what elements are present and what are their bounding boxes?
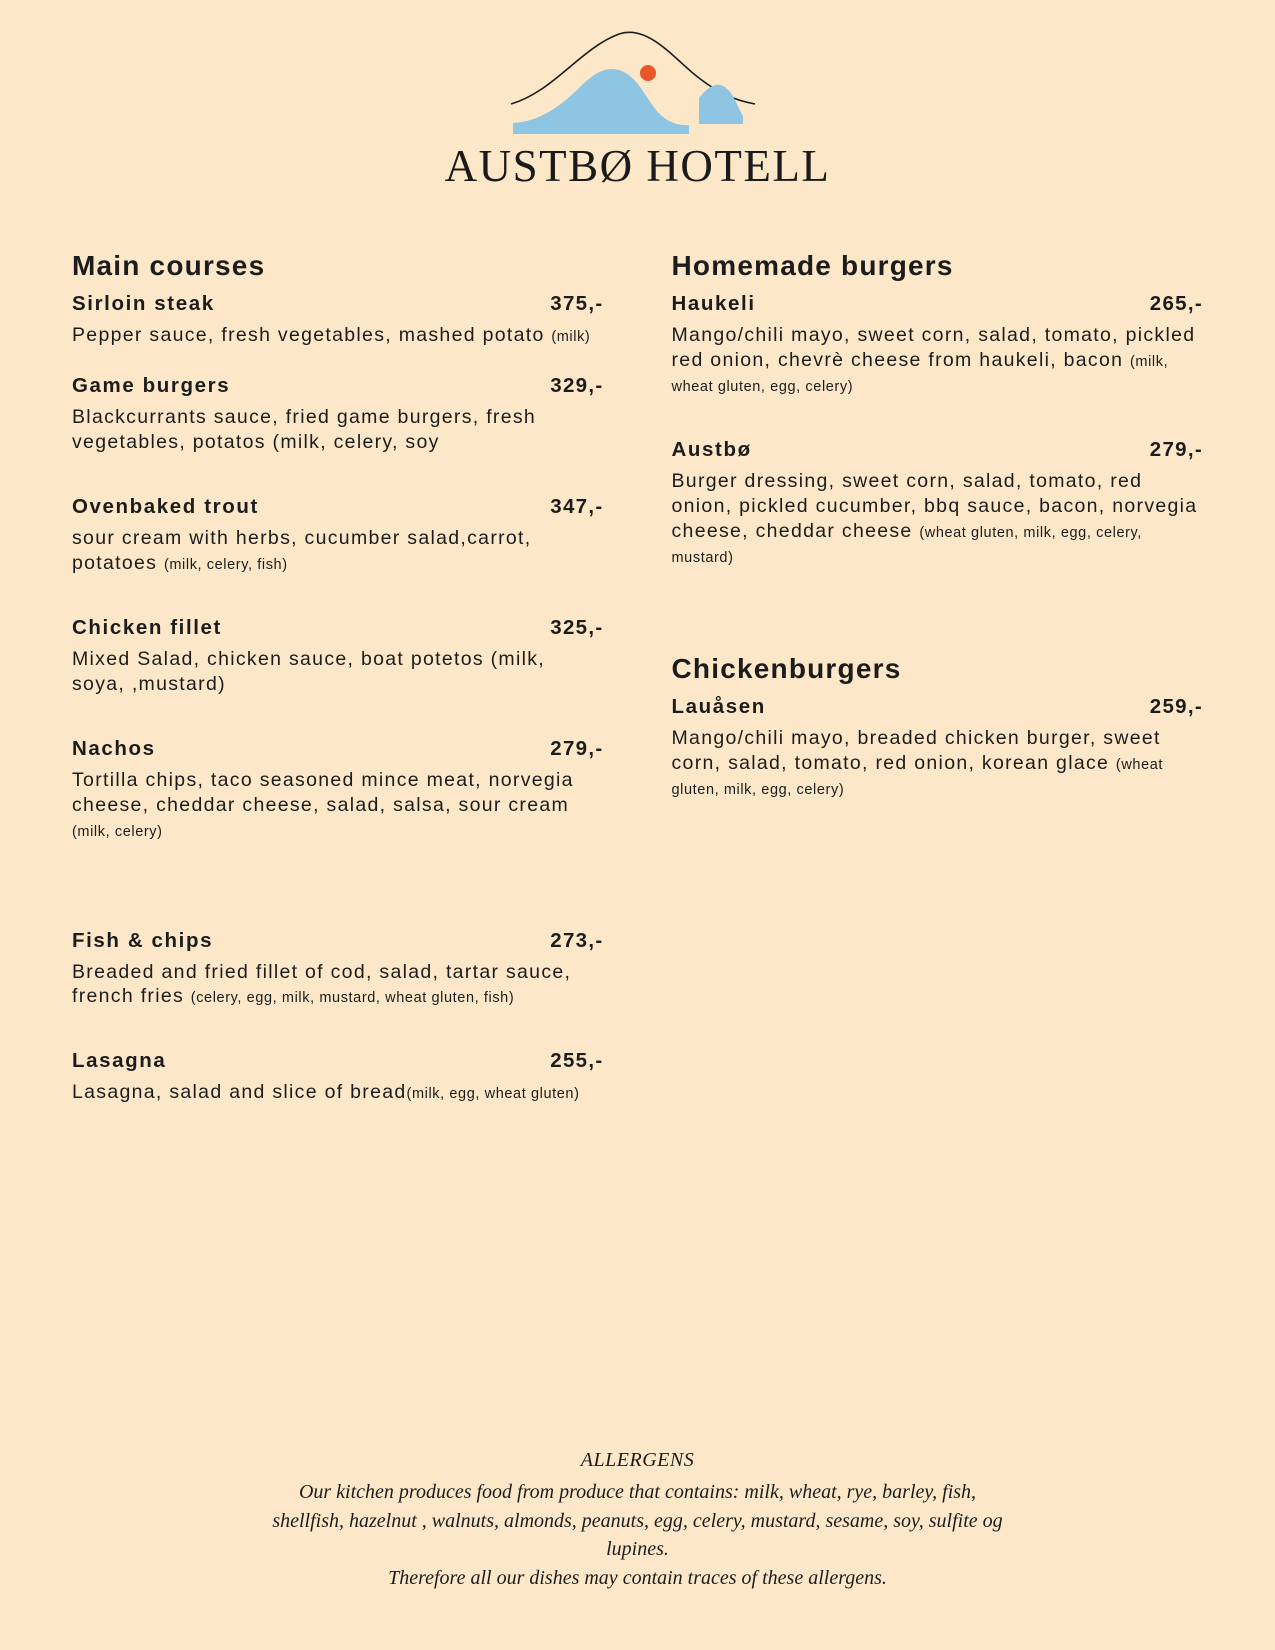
menu-item-head	[72, 737, 604, 761]
menu-item	[672, 292, 1204, 398]
menu-header	[0, 0, 1275, 192]
allergens-line-2: shellfish, hazelnut , walnuts, almonds, peanuts, egg, celery, mustard, sesame, soy, sulfite og	[272, 1509, 1003, 1532]
menu-item-price: 279,-	[550, 736, 604, 760]
menu-item-head	[672, 695, 1204, 719]
section-title-homemade-burgers: Homemade burgers	[671, 250, 954, 281]
menu-item-description	[72, 526, 604, 576]
allergens-line-3: lupines.	[606, 1538, 669, 1561]
menu-item-desc-text: Mango/chili mayo, breaded chicken burger, sweet corn, salad, tomato, red onion, korean glace	[671, 726, 1161, 774]
menu-item-description	[72, 768, 604, 843]
menu-item-allergens: (milk)	[551, 329, 591, 345]
column-burgers	[672, 250, 1204, 1131]
column-main-courses	[72, 250, 604, 1131]
menu-item-price: 325,-	[550, 615, 604, 639]
menu-item-price: 273,-	[550, 928, 604, 952]
section-title-chickenburgers: Chickenburgers	[671, 652, 902, 684]
menu-item-desc-text: Breaded and fried fillet of cod, salad, tartar sauce, french fries	[72, 960, 572, 1008]
menu-item-price: 255,-	[550, 1049, 604, 1073]
menu-item-name: Game burgers	[72, 373, 231, 397]
menu-item-head	[672, 438, 1204, 462]
menu-item-description	[72, 323, 604, 348]
menu-item-allergens: (milk, celery, fish)	[163, 556, 288, 573]
menu-item-description	[72, 960, 604, 1010]
menu-item-price: 347,-	[550, 494, 604, 518]
menu-item-name: Austbø	[671, 437, 752, 461]
menu-body	[0, 192, 1275, 1131]
menu-item-name: Lasagna	[72, 1049, 167, 1073]
menu-item-name: Lauåsen	[671, 694, 766, 718]
allergens-footer	[0, 1449, 1275, 1592]
menu-item-description	[672, 323, 1204, 398]
menu-item	[72, 1049, 604, 1105]
menu-item-name: Nachos	[72, 736, 156, 760]
menu-item-desc-text: Lasagna, salad and slice of bread	[72, 1081, 407, 1104]
menu-item-price: 279,-	[1149, 437, 1203, 461]
sun-icon	[640, 65, 656, 81]
menu-item-name: Fish & chips	[72, 928, 214, 952]
allergens-line-1: Our kitchen produces food from produce that contains: milk, wheat, rye, barley, fish,	[298, 1481, 977, 1504]
menu-item-head	[72, 495, 604, 519]
menu-item-description	[72, 647, 604, 697]
menu-item-allergens: (celery, egg, milk, mustard, wheat gluten, fish)	[190, 990, 515, 1007]
menu-item	[72, 292, 604, 348]
menu-item-allergens: (wheat gluten, milk, egg, celery, mustard)	[671, 524, 1142, 566]
menu-item	[72, 495, 604, 576]
menu-item-allergens: (milk, wheat gluten, egg, celery)	[671, 353, 1169, 395]
menu-item	[672, 438, 1204, 569]
menu-item-desc-text: Burger dressing, sweet corn, salad, tomato, red onion, pickled cucumber, bbq sauce, bacon, norvegia cheese, cheddar cheese	[671, 469, 1198, 542]
menu-item-head	[672, 292, 1204, 316]
menu-item-price: 375,-	[550, 292, 604, 315]
menu-item-allergens: (milk, egg, wheat gluten)	[406, 1086, 580, 1103]
allergens-title: ALLERGENS	[580, 1449, 695, 1472]
menu-item-name: Ovenbaked trout	[72, 494, 259, 518]
menu-item-desc-text: Mango/chili mayo, sweet corn, salad, tomato, pickled red onion, chevrè cheese from haukeli, bacon	[671, 324, 1196, 371]
menu-item-head	[72, 1049, 604, 1073]
menu-item-name: Haukeli	[671, 292, 756, 315]
menu-item-desc-text: Mixed Salad, chicken sauce, boat potetos (milk, soya, ,mustard)	[72, 647, 545, 695]
menu-item-desc-text: Blackcurrants sauce, fried game burgers, fresh vegetables, potatos (milk, celery, soy	[72, 405, 537, 453]
mountain-sun-logo	[493, 26, 783, 146]
menu-item-desc-text: Pepper sauce, fresh vegetables, mashed potato	[72, 324, 552, 346]
menu-item-head	[72, 616, 604, 640]
menu-item-name: Chicken fillet	[72, 615, 222, 639]
menu-item-price: 259,-	[1149, 694, 1203, 718]
allergens-line-4: Therefore all our dishes may contain traces of these allergens.	[388, 1566, 887, 1589]
menu-item-description	[672, 469, 1204, 569]
menu-item-desc-text: Tortilla chips, taco seasoned mince meat, norvegia cheese, cheddar cheese, salad, salsa, sour cream	[72, 768, 574, 816]
menu-item-price: 265,-	[1149, 292, 1203, 315]
menu-item-head	[72, 374, 604, 398]
menu-item-description	[672, 726, 1204, 801]
menu-item	[72, 616, 604, 697]
menu-item-head	[72, 292, 604, 316]
menu-item-description	[72, 1080, 604, 1105]
menu-item	[72, 737, 604, 843]
menu-item-name: Sirloin steak	[72, 292, 215, 315]
menu-item	[672, 695, 1204, 801]
menu-item	[72, 929, 604, 1010]
section-title-main-courses: Main courses	[72, 250, 266, 281]
menu-item-description	[72, 405, 604, 455]
menu-item-desc-text: sour cream with herbs, cucumber salad,carrot, potatoes	[72, 526, 532, 574]
menu-item-allergens: (milk, celery)	[72, 823, 163, 840]
menu-item-allergens: (wheat gluten, milk, egg, celery)	[671, 756, 1164, 798]
menu-item-price: 329,-	[550, 373, 604, 397]
menu-item	[72, 374, 604, 455]
brand-title: AUSTBØ HOTELL	[444, 141, 831, 191]
menu-item-head	[72, 929, 604, 953]
